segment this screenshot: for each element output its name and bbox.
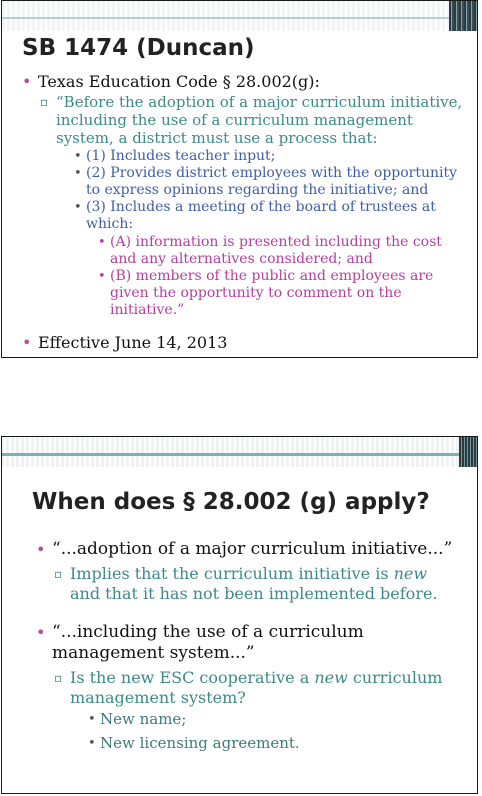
slide-2-title: When does § 28.002 (g) apply?: [32, 489, 430, 515]
slide-1-bullets: [22, 72, 467, 352]
quote-text: “Before the adoption of a major curriculum initiative, including the use of a curriculum management system, a district must use a process that:: [56, 93, 463, 147]
sub-implies-text-end: and that it has not been implemented before.: [70, 584, 438, 603]
quote-text-item: [38, 93, 467, 319]
sub-esc-text: Is the new ESC cooperative a: [70, 668, 315, 687]
slide-2: [1, 436, 478, 794]
header-decoration: [2, 1, 449, 31]
bullet-adoption: [36, 539, 456, 604]
bullet-management-system: [36, 622, 456, 753]
item-2: • (2) Provides district employees with the opportunity to express opinions regarding the initiative; and: [74, 165, 467, 199]
item-3-text: (3) Includes a meeting of the board of trustees at which:: [86, 199, 436, 232]
slide-2-bullets: [36, 539, 456, 753]
sub-implies-text: Implies that the curriculum initiative is: [70, 564, 394, 583]
sub-esc-cooperative: [52, 668, 456, 753]
header-decoration: [1, 437, 477, 469]
corner-decoration: [449, 1, 477, 31]
sub-esc-text-end: curriculum management system?: [70, 668, 443, 707]
sub-implies-emphasis: new: [393, 564, 428, 583]
sub-implies: [52, 564, 456, 604]
sub-item-licensing: • New licensing agreement.: [88, 734, 456, 753]
item-b: • (B) members of the public and employees are given the opportunity to comment on the initiative.”: [98, 268, 467, 319]
item-3: [74, 199, 467, 319]
item-1: • (1) Includes teacher input;: [74, 148, 467, 165]
slide-1-title: SB 1474 (Duncan): [22, 35, 255, 61]
bullet-management-system-text: “...including the use of a curriculum management system...”: [52, 622, 364, 663]
slide-1: [1, 0, 478, 358]
header-stripe: [2, 17, 449, 19]
sub-item-new-name: • New name;: [88, 710, 456, 729]
bullet-effective-date: • Effective June 14, 2013: [22, 333, 467, 352]
sub-esc-emphasis: new: [314, 668, 348, 687]
bullet-adoption-text: “...adoption of a major curriculum initiative...”: [52, 539, 453, 559]
item-a: • (A) information is presented including the cost and any alternatives considered; and: [98, 234, 467, 268]
bullet-education-code: [22, 72, 467, 319]
bullet-education-code-text: Texas Education Code § 28.002(g):: [38, 72, 320, 91]
